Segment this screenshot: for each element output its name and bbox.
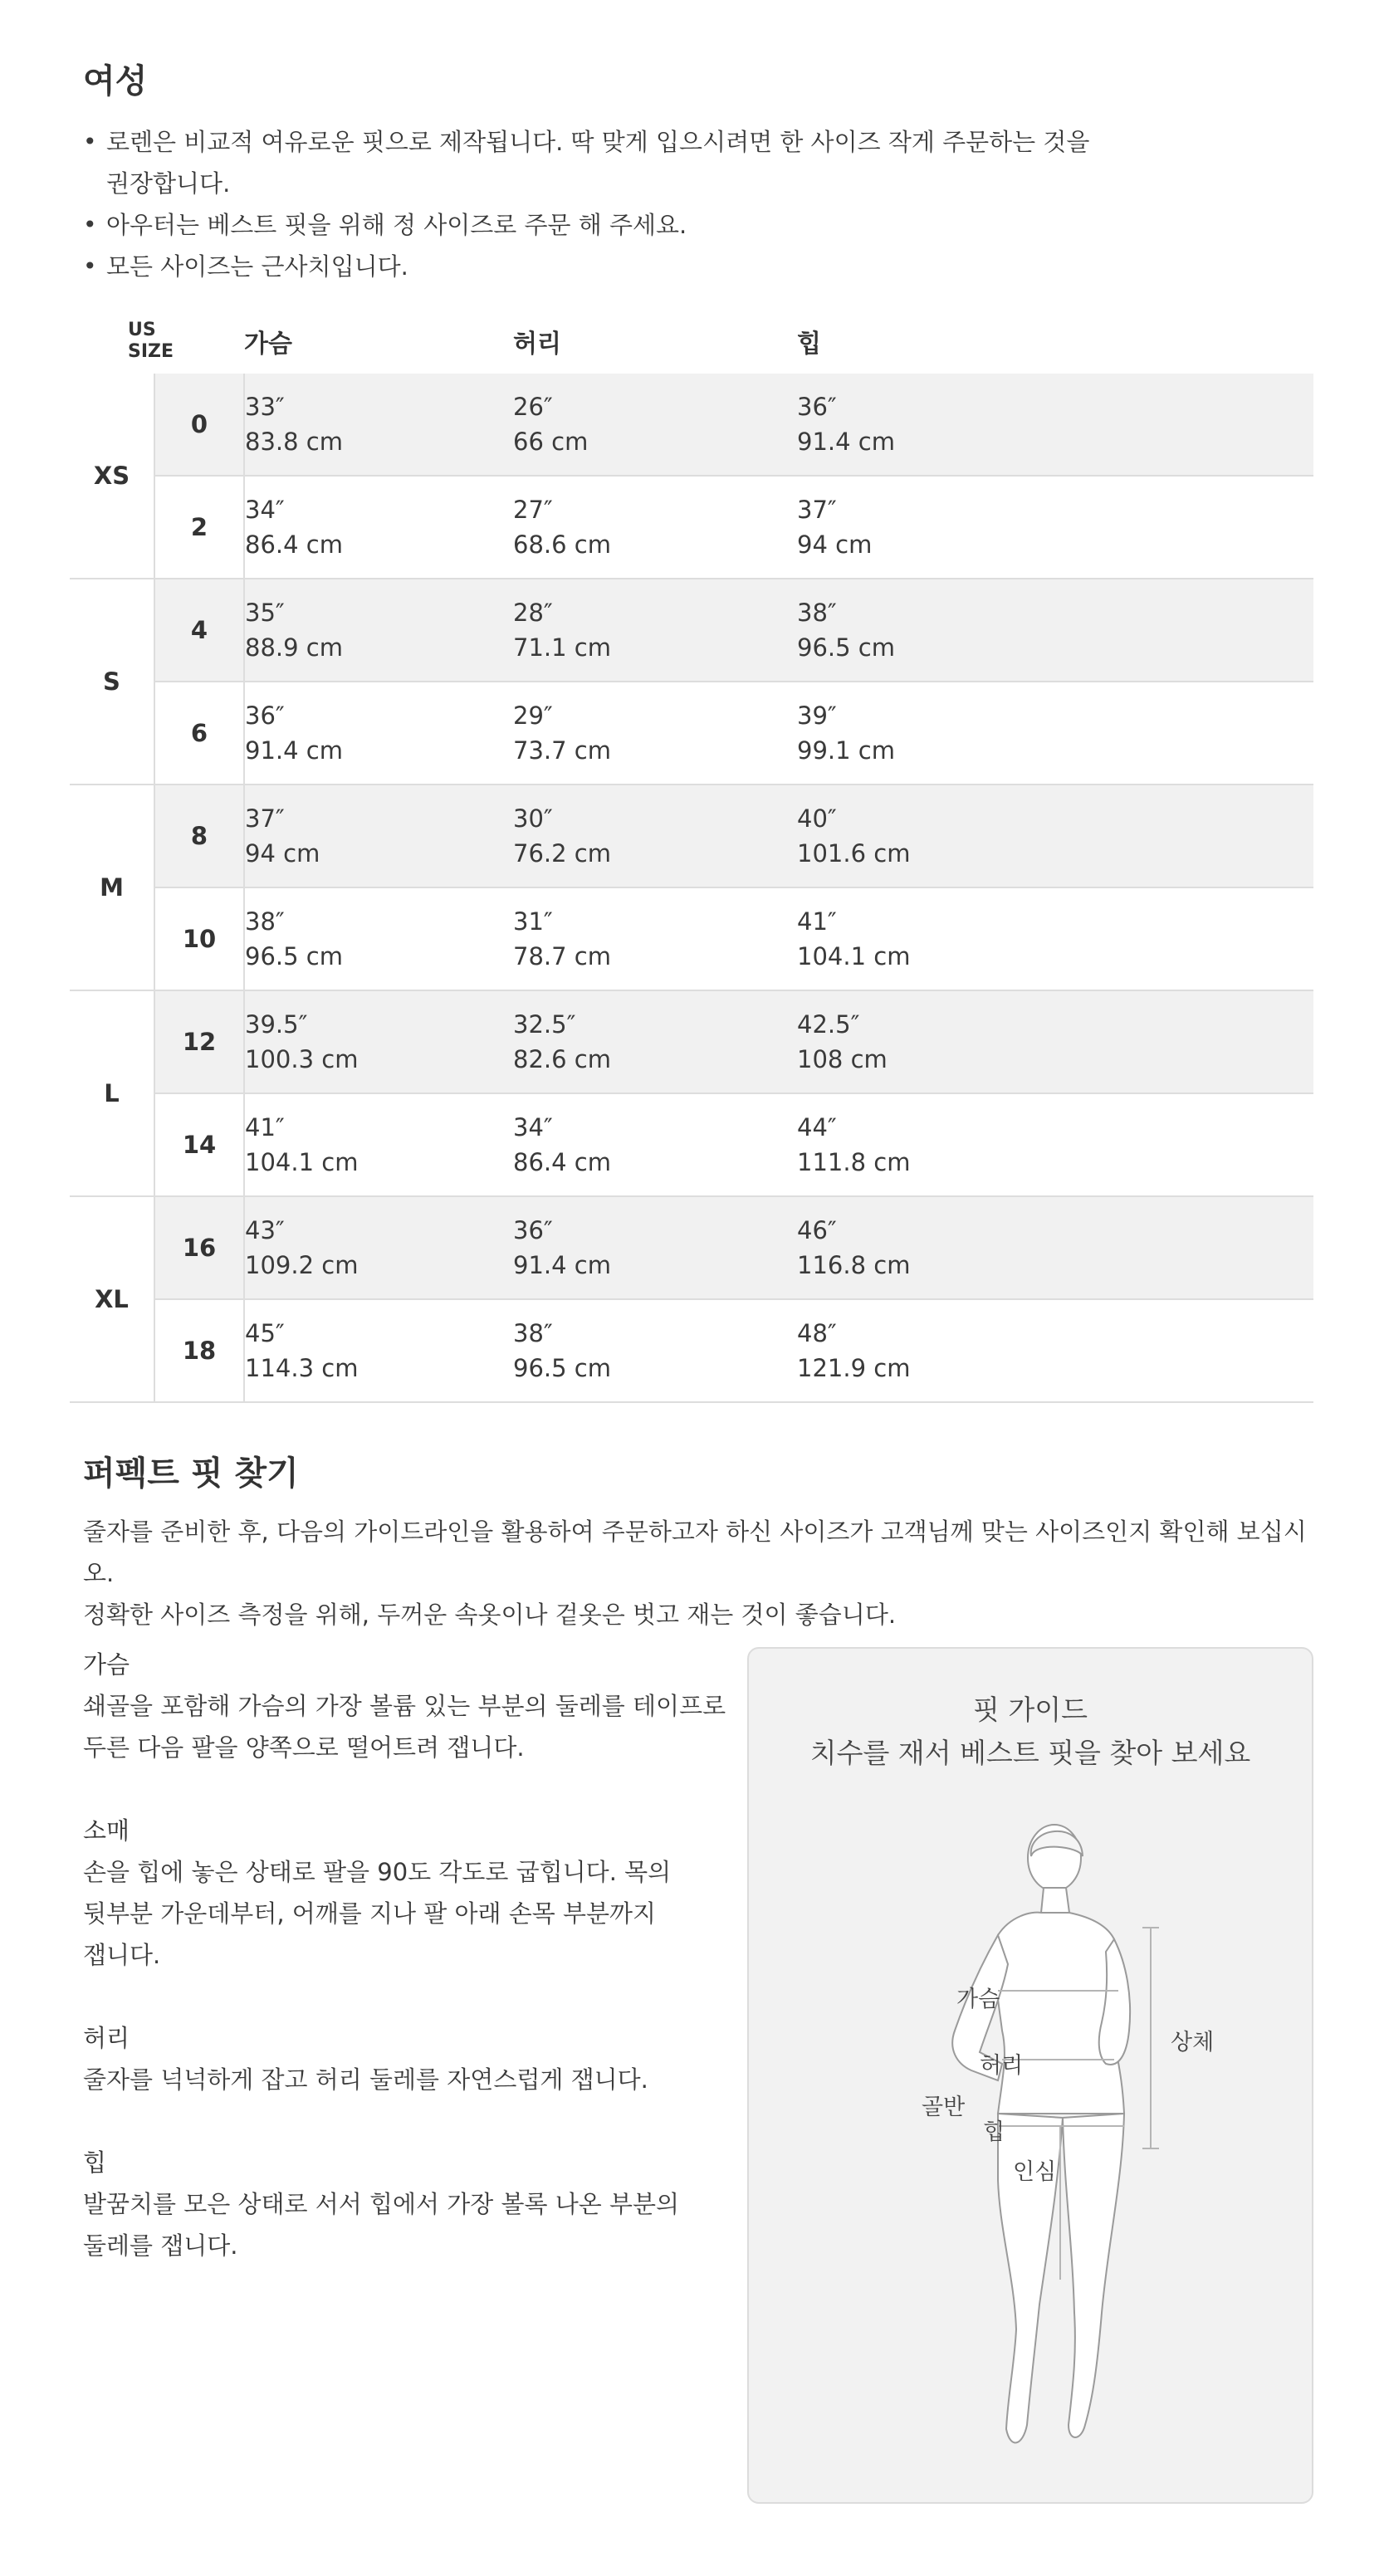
- measure-desc: 두른 다음 팔을 양쪽으로 떨어트려 잽니다.: [83, 1733, 525, 1762]
- hip-value: [797, 374, 1313, 476]
- hip-value: [797, 579, 1313, 682]
- waist-inches: 27″: [513, 496, 553, 524]
- waist-cm: 82.6 cm: [513, 1045, 611, 1073]
- chest-cm: 96.5 cm: [245, 942, 343, 970]
- size-table-body: [70, 374, 1313, 1402]
- waist-cm: 71.1 cm: [513, 633, 611, 662]
- chest-value: [244, 990, 513, 1093]
- chest-cm: 114.3 cm: [245, 1354, 359, 1382]
- measure-desc: 뒷부분 가운데부터, 어깨를 지나 팔 아래 손목 부분까지: [83, 1899, 657, 1928]
- table-row: [70, 1093, 1313, 1196]
- hip-inches: 36″: [797, 393, 837, 421]
- measure-chest: [83, 1644, 747, 1768]
- hip-value: [797, 785, 1313, 887]
- measure-hip: [83, 2142, 747, 2266]
- hip-cm: 108 cm: [797, 1045, 888, 1073]
- fit-guide-panel: [747, 1647, 1313, 2504]
- measure-title: 힙: [83, 2148, 107, 2177]
- hip-value: [797, 682, 1313, 785]
- us-size-number: 0: [154, 374, 244, 476]
- fit-notes-list: [83, 121, 1162, 287]
- figure-label-waist: 허리: [980, 2053, 1024, 2079]
- chest-header: 가슴: [244, 330, 292, 359]
- chest-value: [244, 887, 513, 990]
- chest-inches: 35″: [245, 599, 285, 627]
- perfect-fit-intro: 줄자를 준비한 후, 다음의 가이드라인을 활용하여 주문하고자 하신 사이즈가 고객님께 맞는 사이즈인지 확인해 보십시오. 정확한 사이즈 측정을 위해, 두꺼운 속옷이나 겉옷은 벗고 재는 것이 좋습니다.: [83, 1518, 1307, 1629]
- waist-value: [513, 1196, 797, 1299]
- figure-label-inseam: 인심: [1013, 2159, 1057, 2185]
- table-header-row: [70, 309, 1313, 374]
- size-letter: XS: [70, 374, 154, 579]
- waist-inches: 28″: [513, 599, 553, 627]
- waist-value: [513, 374, 797, 476]
- chest-cm: 83.8 cm: [245, 428, 343, 456]
- hip-inches: 38″: [797, 599, 837, 627]
- hip-inches: 42.5″: [797, 1010, 860, 1039]
- waist-inches: 34″: [513, 1113, 553, 1141]
- table-row: [70, 1196, 1313, 1299]
- us-size-number: 8: [154, 785, 244, 887]
- chest-inches: 36″: [245, 701, 285, 730]
- waist-value: [513, 990, 797, 1093]
- waist-cm: 73.7 cm: [513, 736, 611, 765]
- measure-desc: 발꿈치를 모은 상태로 서서 힙에서 가장 볼록 나온 부분의: [83, 2190, 680, 2218]
- chest-inches: 37″: [245, 804, 285, 833]
- chest-value: [244, 374, 513, 476]
- waist-cm: 78.7 cm: [513, 942, 611, 970]
- chest-value: [244, 785, 513, 887]
- chest-value: [244, 1093, 513, 1196]
- hip-value: [797, 476, 1313, 579]
- measure-desc: 손을 힙에 놓은 상태로 팔을 90도 각도로 굽힙니다. 목의: [83, 1858, 672, 1886]
- chest-cm: 91.4 cm: [245, 736, 343, 765]
- hip-cm: 94 cm: [797, 530, 873, 559]
- chest-cm: 104.1 cm: [245, 1148, 359, 1176]
- waist-inches: 32.5″: [513, 1010, 576, 1039]
- chest-inches: 45″: [245, 1319, 285, 1347]
- chest-cm: 86.4 cm: [245, 530, 343, 559]
- us-size-number: 14: [154, 1093, 244, 1196]
- perfect-fit-title: 퍼펙트 핏 찾기: [83, 1454, 299, 1493]
- hip-header: 힙: [797, 330, 821, 359]
- hip-cm: 99.1 cm: [797, 736, 895, 765]
- measure-desc: 잽니다.: [83, 1941, 161, 1969]
- waist-inches: 31″: [513, 907, 553, 936]
- fit-note: • 모든 사이즈는 근사치입니다.: [83, 246, 1162, 287]
- chest-value: [244, 682, 513, 785]
- hip-inches: 44″: [797, 1113, 837, 1141]
- hip-inches: 37″: [797, 496, 837, 524]
- chest-inches: 33″: [245, 393, 285, 421]
- chest-inches: 38″: [245, 907, 285, 936]
- hip-value: [797, 1299, 1313, 1402]
- waist-value: [513, 1093, 797, 1196]
- measure-waist: [83, 2017, 747, 2100]
- women-section-title: 여성: [83, 62, 148, 100]
- table-row: [70, 990, 1313, 1093]
- hip-cm: 91.4 cm: [797, 428, 895, 456]
- waist-value: [513, 682, 797, 785]
- size-chart-table: [70, 309, 1313, 1403]
- chest-inches: 41″: [245, 1113, 285, 1141]
- size-letter: M: [70, 785, 154, 990]
- fit-guide-subtitle: 치수를 재서 베스트 핏을 찾아 보세요: [809, 1737, 1251, 1769]
- us-size-number: 16: [154, 1196, 244, 1299]
- figure-label-hip: 힙: [983, 2119, 1005, 2145]
- waist-cm: 86.4 cm: [513, 1148, 611, 1176]
- hip-cm: 96.5 cm: [797, 633, 895, 662]
- body-figure-illustration: [749, 1649, 1315, 2505]
- fit-note: • 로렌은 비교적 여유로운 핏으로 제작됩니다. 딱 맞게 입으시려면 한 사이즈 작게 주문하는 것을 권장합니다.: [83, 121, 1162, 204]
- hip-cm: 116.8 cm: [797, 1251, 911, 1279]
- measure-title: 가슴: [83, 1650, 130, 1679]
- hip-inches: 39″: [797, 701, 837, 730]
- waist-cm: 66 cm: [513, 428, 589, 456]
- table-row: [70, 682, 1313, 785]
- waist-inches: 36″: [513, 1216, 553, 1244]
- hip-cm: 111.8 cm: [797, 1148, 911, 1176]
- figure-label-chest: 가슴: [956, 1987, 1000, 2012]
- table-row: [70, 476, 1313, 579]
- us-size-number: 12: [154, 990, 244, 1093]
- chest-value: [244, 1299, 513, 1402]
- hip-value: [797, 1093, 1313, 1196]
- size-letter: XL: [70, 1196, 154, 1402]
- waist-cm: 68.6 cm: [513, 530, 611, 559]
- table-row: [70, 579, 1313, 682]
- us-size-number: 6: [154, 682, 244, 785]
- us-size-number: 10: [154, 887, 244, 990]
- us-size-number: 4: [154, 579, 244, 682]
- measure-desc: 둘레를 잽니다.: [83, 2231, 238, 2260]
- table-row: [70, 374, 1313, 476]
- fit-guide-title: 핏 가이드: [972, 1694, 1088, 1726]
- chest-cm: 88.9 cm: [245, 633, 343, 662]
- waist-header: 허리: [513, 330, 561, 359]
- waist-cm: 76.2 cm: [513, 839, 611, 868]
- chest-cm: 100.3 cm: [245, 1045, 359, 1073]
- measure-desc: 쇄골을 포함해 가슴의 가장 볼륨 있는 부분의 둘레를 테이프로: [83, 1692, 726, 1720]
- waist-cm: 96.5 cm: [513, 1354, 611, 1382]
- size-letter: S: [70, 579, 154, 785]
- waist-inches: 26″: [513, 393, 553, 421]
- waist-inches: 29″: [513, 701, 553, 730]
- table-row: [70, 1299, 1313, 1402]
- us-size-number: 18: [154, 1299, 244, 1402]
- chest-inches: 43″: [245, 1216, 285, 1244]
- chest-cm: 109.2 cm: [245, 1251, 359, 1279]
- body-silhouette-icon: [952, 1825, 1130, 2442]
- hip-value: [797, 990, 1313, 1093]
- hip-cm: 104.1 cm: [797, 942, 911, 970]
- chest-cm: 94 cm: [245, 839, 320, 868]
- waist-inches: 38″: [513, 1319, 553, 1347]
- measure-title: 소매: [83, 1816, 130, 1845]
- hip-value: [797, 887, 1313, 990]
- hip-inches: 40″: [797, 804, 837, 833]
- waist-cm: 91.4 cm: [513, 1251, 611, 1279]
- chest-value: [244, 476, 513, 579]
- hip-value: [797, 1196, 1313, 1299]
- chest-value: [244, 1196, 513, 1299]
- figure-label-torso: 상체: [1171, 2030, 1215, 2055]
- hip-cm: 121.9 cm: [797, 1354, 911, 1382]
- us-size-number: 2: [154, 476, 244, 579]
- chest-inches: 34″: [245, 496, 285, 524]
- figure-label-pelvis: 골반: [922, 2095, 966, 2120]
- fit-note: • 아우터는 베스트 핏을 위해 정 사이즈로 주문 해 주세요.: [83, 204, 1162, 246]
- measure-desc: 줄자를 넉넉하게 잡고 허리 둘레를 자연스럽게 잽니다.: [83, 2065, 648, 2094]
- waist-value: [513, 887, 797, 990]
- hip-inches: 41″: [797, 907, 837, 936]
- measure-title: 허리: [83, 2024, 130, 2052]
- measure-sleeve: [83, 1810, 747, 1976]
- table-row: [70, 887, 1313, 990]
- hip-inches: 48″: [797, 1319, 837, 1347]
- waist-value: [513, 476, 797, 579]
- waist-value: [513, 1299, 797, 1402]
- chest-value: [244, 579, 513, 682]
- chest-inches: 39.5″: [245, 1010, 308, 1039]
- hip-inches: 46″: [797, 1216, 837, 1244]
- us-size-header: US SIZE: [128, 320, 174, 362]
- table-row: [70, 785, 1313, 887]
- hip-cm: 101.6 cm: [797, 839, 911, 868]
- waist-value: [513, 785, 797, 887]
- waist-inches: 30″: [513, 804, 553, 833]
- waist-value: [513, 579, 797, 682]
- size-letter: L: [70, 990, 154, 1196]
